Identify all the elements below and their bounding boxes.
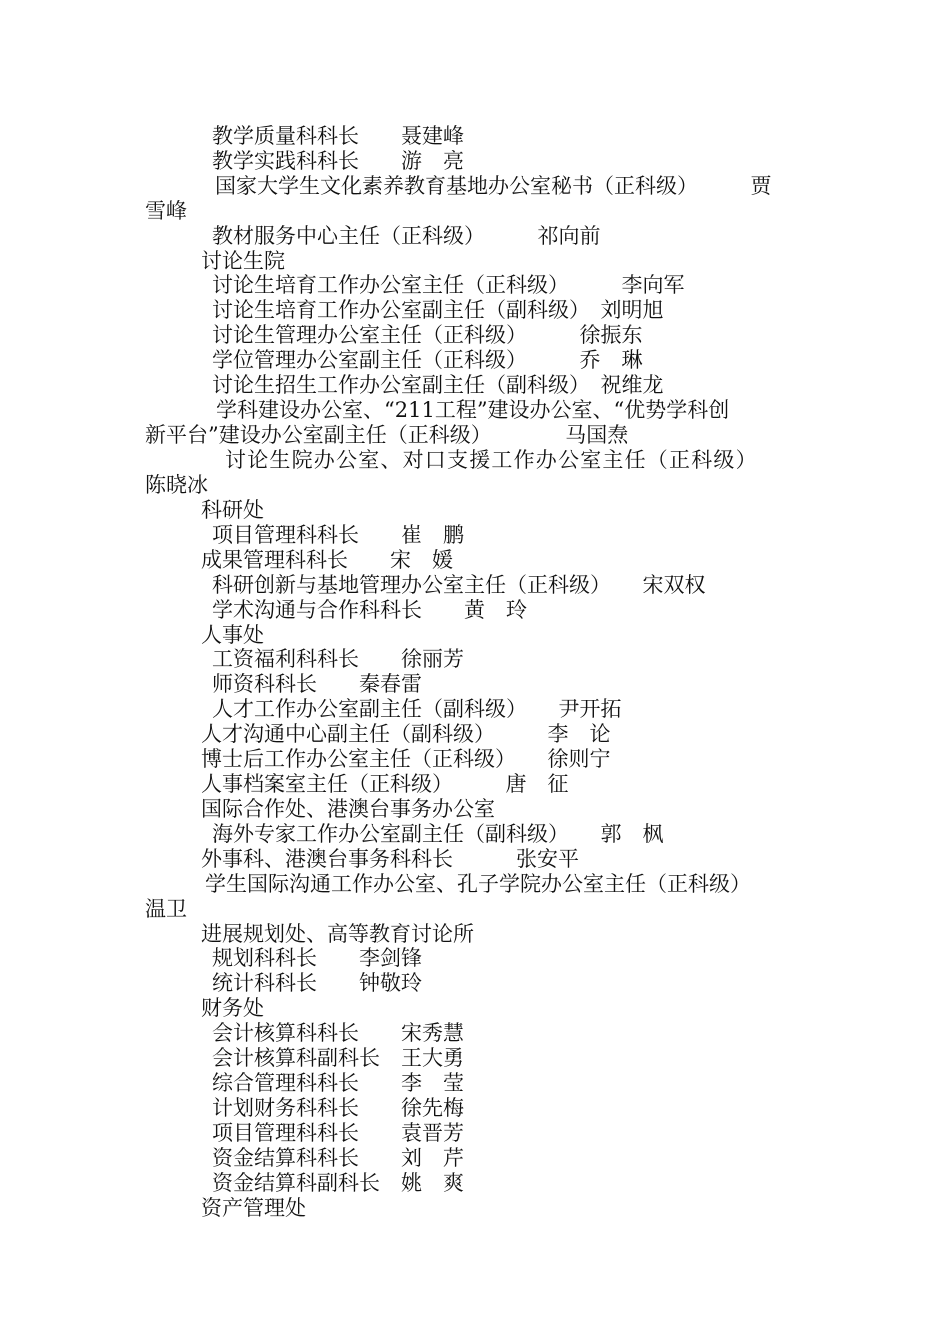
text-line: 成果管理科科长 宋 媛 bbox=[201, 548, 453, 572]
text-line: 讨论生培育工作办公室副主任（副科级） 刘明旭 bbox=[212, 298, 664, 322]
text-line: 师资科科长 秦春雷 bbox=[212, 672, 422, 696]
text-line: 规划科科长 李剑锋 bbox=[212, 946, 422, 970]
text-line: 工资福利科科长 徐丽芳 bbox=[212, 647, 464, 671]
text-line: 温卫 bbox=[145, 897, 187, 921]
text-line: 计划财务科科长 徐先梅 bbox=[212, 1096, 464, 1120]
text-line: 会计核算科副科长 王大勇 bbox=[212, 1046, 464, 1070]
text-line: 科研创新与基地管理办公室主任（正科级） 宋双权 bbox=[212, 573, 706, 597]
text-line: 外事科、港澳台事务科科长 张安平 bbox=[201, 847, 579, 871]
text-line: 博士后工作办公室主任（正科级） 徐则宁 bbox=[201, 747, 611, 771]
text-line: 国家大学生文化素养教育基地办公室秘书（正科级） 贾 bbox=[215, 174, 772, 198]
text-line: 教材服务中心主任（正科级） 祁向前 bbox=[212, 224, 601, 248]
text-line: 讨论生院办公室、对口支援工作办公室主任（正科级） bbox=[225, 448, 758, 472]
text-line: 学位管理办公室副主任（正科级） 乔 琳 bbox=[212, 348, 643, 372]
text-line: 讨论生管理办公室主任（正科级） 徐振东 bbox=[212, 323, 643, 347]
text-line: 学生国际沟通工作办公室、孔子学院办公室主任（正科级） bbox=[205, 872, 751, 896]
section-heading: 资产管理处 bbox=[201, 1196, 306, 1220]
text-line: 会计核算科科长 宋秀慧 bbox=[212, 1021, 464, 1045]
section-heading: 科研处 bbox=[201, 498, 264, 522]
text-line: 综合管理科科长 李 莹 bbox=[212, 1071, 464, 1095]
section-heading: 进展规划处、高等教育讨论所 bbox=[201, 922, 474, 946]
text-line: 资金结算科副科长 姚 爽 bbox=[212, 1171, 464, 1195]
text-line: 新平台”建设办公室副主任（正科级） 马国焘 bbox=[145, 423, 629, 447]
text-line: 项目管理科科长 袁晋芳 bbox=[212, 1121, 464, 1145]
section-heading: 国际合作处、港澳台事务办公室 bbox=[201, 797, 495, 821]
text-line: 讨论生招生工作办公室副主任（副科级） 祝维龙 bbox=[212, 373, 664, 397]
text-line: 项目管理科科长 崔 鹏 bbox=[212, 523, 464, 547]
section-heading: 人事处 bbox=[201, 623, 264, 647]
text-line: 统计科科长 钟敬玲 bbox=[212, 971, 422, 995]
section-heading: 讨论生院 bbox=[201, 249, 285, 273]
text-line: 雪峰 bbox=[145, 199, 187, 223]
section-heading: 财务处 bbox=[201, 996, 264, 1020]
text-line: 讨论生培育工作办公室主任（正科级） 李向军 bbox=[212, 273, 685, 297]
text-line: 海外专家工作办公室副主任（副科级） 郭 枫 bbox=[212, 822, 664, 846]
text-line: 教学质量科科长 聂建峰 bbox=[212, 124, 464, 148]
text-line: 陈晓冰 bbox=[145, 473, 208, 497]
text-line: 人事档案室主任（正科级） 唐 征 bbox=[201, 772, 569, 796]
text-line: 教学实践科科长 游 亮 bbox=[212, 149, 464, 173]
text-line: 学科建设办公室、“211工程”建设办公室、“优势学科创 bbox=[216, 398, 730, 422]
text-line: 人才沟通中心副主任（副科级） 李 论 bbox=[201, 722, 611, 746]
text-line: 学术沟通与合作科科长 黄 玲 bbox=[212, 598, 527, 622]
text-line: 资金结算科科长 刘 芹 bbox=[212, 1146, 464, 1170]
text-line: 人才工作办公室副主任（副科级） 尹开拓 bbox=[212, 697, 622, 721]
